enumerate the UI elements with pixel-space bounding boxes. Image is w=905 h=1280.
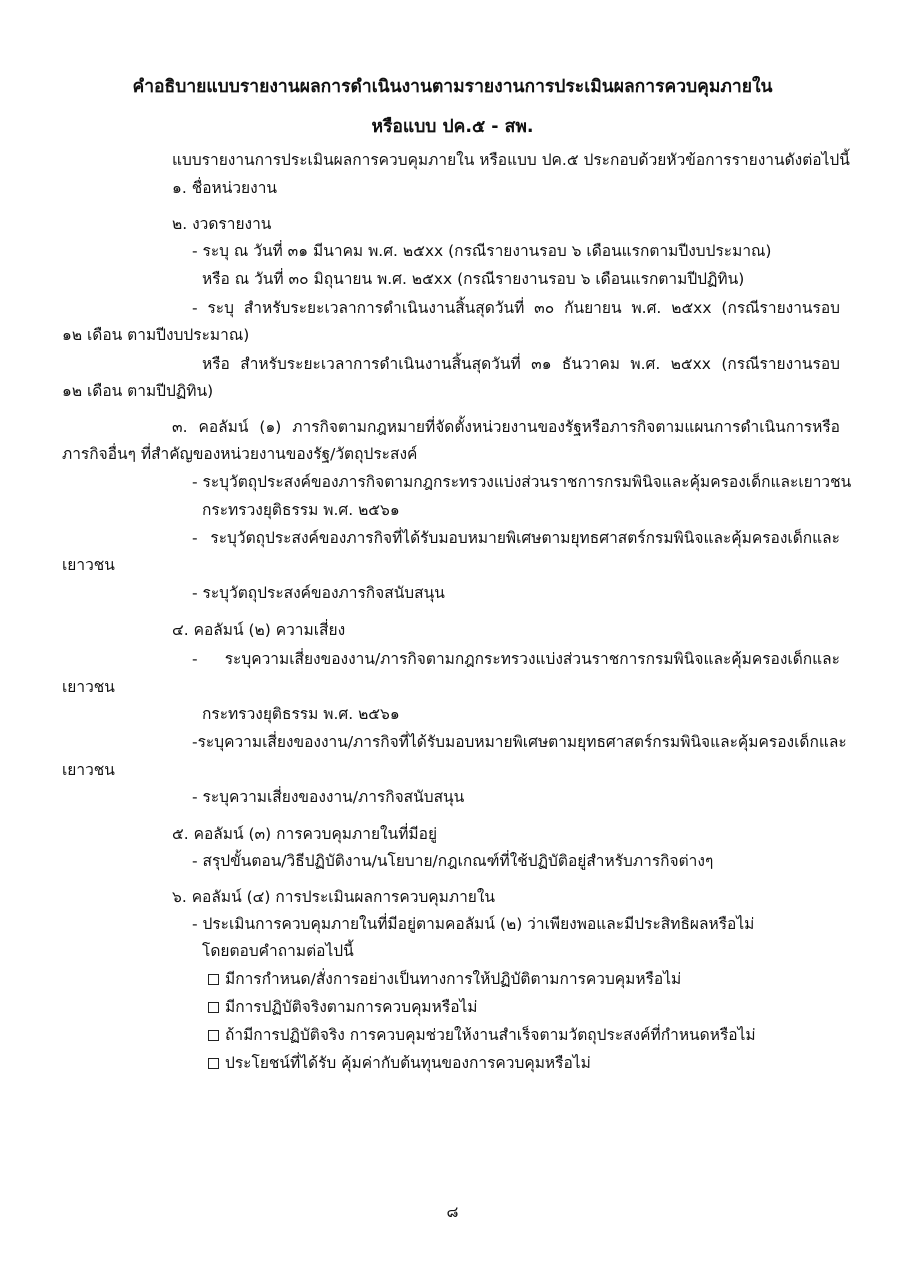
section-3-bullet-2-cont: เยาวชน <box>62 556 115 574</box>
section-2-line-1: - ระบุ ณ วันที่ ๓๑ มีนาคม พ.ศ. ๒๕xx (กรณีรายงานรอบ ๖ เดือนแรกตามปีงบประมาณ) <box>192 242 772 260</box>
section-4-bullet-2-cont: เยาวชน <box>62 761 115 779</box>
section-3-heading: ๓. คอลัมน์ (๑) ภารกิจตามกฎหมายที่จัดตั้งหน่วยงานของรัฐหรือภารกิจตามแผนการดำเนินการหรือ <box>172 418 840 436</box>
section-2-line-2: หรือ ณ วันที่ ๓๐ มิถุนายน พ.ศ. ๒๕xx (กรณีรายงานรอบ ๖ เดือนแรกตามปีปฏิทิน) <box>202 270 745 288</box>
section-2-line-3: - ระบุ สำหรับระยะเวลาการดำเนินงานสิ้นสุดวันที่ ๓๐ กันยายน พ.ศ. ๒๕xx (กรณีรายงานรอบ <box>192 299 840 317</box>
section-1-heading: ๑. ชื่อหน่วยงาน <box>172 179 277 197</box>
title-line-1: คำอธิบายแบบรายงานผลการดำเนินงานตามรายงานการประเมินผลการควบคุมภายใน <box>132 77 773 97</box>
checkbox-icon <box>208 1002 219 1013</box>
checklist-item-1: มีการกำหนด/สั่งการอย่างเป็นทางการให้ปฏิบัติตามการควบคุมหรือไม่ <box>208 968 681 990</box>
section-2-line-4: หรือ สำหรับระยะเวลาการดำเนินงานสิ้นสุดวันที่ ๓๑ ธันวาคม พ.ศ. ๒๕xx (กรณีรายงานรอบ <box>202 355 840 373</box>
section-2-line-3-cont: ๑๒ เดือน ตามปีงบประมาณ) <box>62 326 250 344</box>
checklist-item-3: ถ้ามีการปฏิบัติจริง การควบคุมช่วยให้งานสำเร็จตามวัตถุประสงค์ที่กำหนดหรือไม่ <box>208 1024 756 1046</box>
section-5-heading: ๕. คอลัมน์ (๓) การควบคุมภายในที่มีอยู่ <box>172 825 438 843</box>
title-line-2: หรือแบบ ปค.๕ - สพ. <box>371 117 534 137</box>
section-4-bullet-1-cont-2: กระทรวงยุติธรรม พ.ศ. ๒๕๖๑ <box>202 705 400 723</box>
section-4-bullet-1: - ระบุความเสี่ยงของงาน/ภารกิจตามกฎกระทรวงแบ่งส่วนราชการกรมพินิจและคุ้มครองเด็กและ <box>192 650 840 668</box>
section-4-bullet-2: - ระบุความเสี่ยงของงาน/ภารกิจที่ได้รับมอบหมายพิเศษตามยุทธศาสตร์กรมพินิจและคุ้มครองเด็กและ <box>192 733 847 751</box>
checklist-item-2: มีการปฏิบัติจริงตามการควบคุมหรือไม่ <box>208 996 478 1018</box>
section-6-bullet-1: - ประเมินการควบคุมภายในที่มีอยู่ตามคอลัมน์ (๒) ว่าเพียงพอและมีประสิทธิผลหรือไม่ <box>192 915 755 933</box>
section-4-heading: ๔. คอลัมน์ (๒) ความเสี่ยง <box>172 621 346 639</box>
section-6-bullet-1-cont: โดยตอบคำถามต่อไปนี้ <box>202 942 354 960</box>
section-4-bullet-1-cont: เยาวชน <box>62 678 115 696</box>
section-6-heading: ๖. คอลัมน์ (๔) การประเมินผลการควบคุมภายใน <box>172 888 496 906</box>
page-number: ๘ <box>446 1203 459 1221</box>
section-5-bullet-1: - สรุปขั้นตอน/วิธีปฏิบัติงาน/นโยบาย/กฎเกณฑ์ที่ใช้ปฏิบัติอยู่สำหรับภารกิจต่างๆ <box>192 852 714 870</box>
section-3-bullet-3: - ระบุวัตถุประสงค์ของภารกิจสนับสนุน <box>192 584 445 602</box>
section-2-heading: ๒. งวดรายงาน <box>172 215 272 233</box>
checkbox-icon <box>208 974 219 985</box>
intro-text: แบบรายงานการประเมินผลการควบคุมภายใน หรือแบบ ปค.๕ ประกอบด้วยหัวข้อการรายงานดังต่อไปนี้ <box>172 151 850 169</box>
checklist-item-4: ประโยชน์ที่ได้รับ คุ้มค่ากับต้นทุนของการควบคุมหรือไม่ <box>208 1052 591 1074</box>
section-3-heading-cont: ภารกิจอื่นๆ ที่สำคัญของหน่วยงานของรัฐ/วัตถุประสงค์ <box>62 445 418 463</box>
section-3-bullet-1: - ระบุวัตถุประสงค์ของภารกิจตามกฎกระทรวงแบ่งส่วนราชการกรมพินิจและคุ้มครองเด็กและเยาวชน <box>192 473 852 491</box>
section-3-bullet-1-cont: กระทรวงยุติธรรม พ.ศ. ๒๕๖๑ <box>202 501 400 519</box>
checkbox-icon <box>208 1058 219 1069</box>
checkbox-icon <box>208 1030 219 1041</box>
section-4-bullet-3: - ระบุความเสี่ยงของงาน/ภารกิจสนับสนุน <box>192 788 465 806</box>
section-2-line-4-cont: ๑๒ เดือน ตามปีปฏิทิน) <box>62 382 214 400</box>
section-3-bullet-2: - ระบุวัตถุประสงค์ของภารกิจที่ได้รับมอบหมายพิเศษตามยุทธศาสตร์กรมพินิจและคุ้มครองเด็กและ <box>192 529 840 547</box>
